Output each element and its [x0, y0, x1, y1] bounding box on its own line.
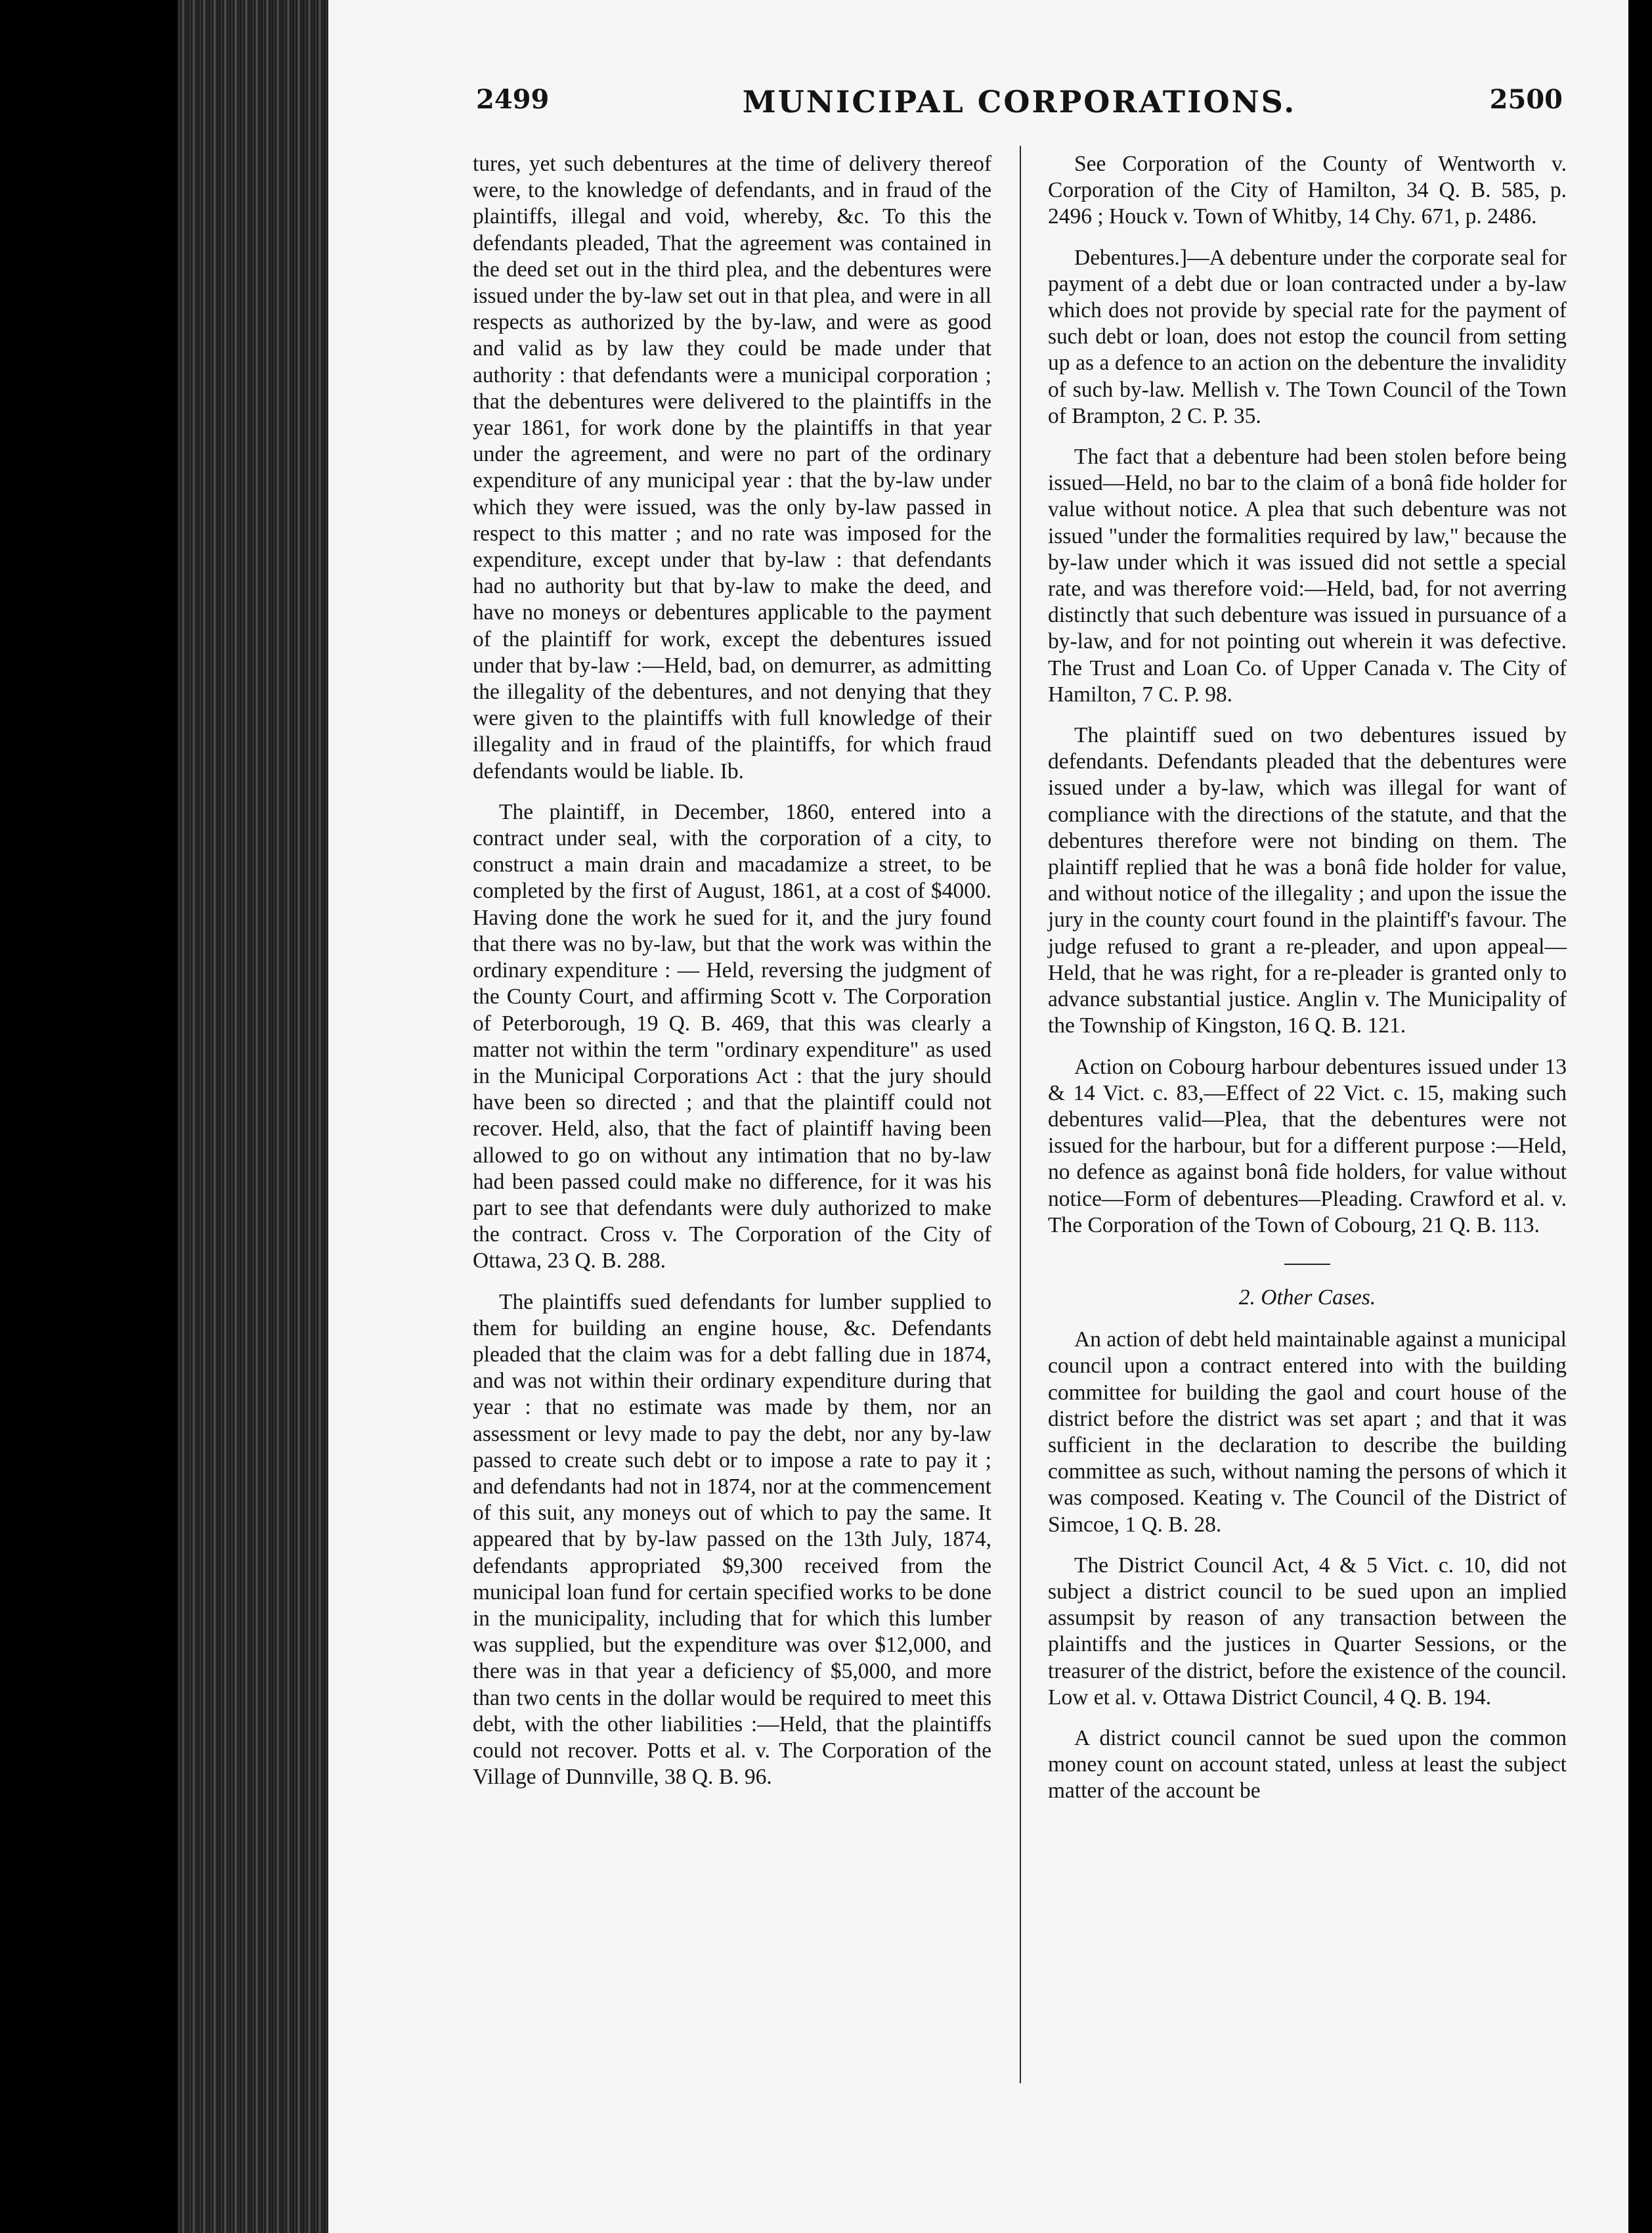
- paragraph: Debentures.]—A debenture under the corporate seal for payment of a debt due or loan contracted under a by-law which does not provide by special rate for the payment of such debt or loan, does not estop the council from setting up as a defence to an action on the debenture the invalidity of such by-law. Mellish v. The Town Council of the Town of Brampton, 2 C. P. 35.: [1048, 245, 1567, 428]
- paragraph: The fact that a debenture had been stolen before being issued—Held, no bar to the claim of a bonâ fide holder for value without notice. A plea that such debenture was not issued "under the formalities required by law," because the by-law under which it was issued did not settle a special rate, and was therefore void:—Held, bad, for not averring distinctly that such debenture was issued in pursuance of a by-law, and for not pointing out wherein it was defective. The Trust and Loan Co. of Upper Canada v. The City of Hamilton, 7 C. P. 98.: [1048, 445, 1567, 707]
- see-also-reference: See Corporation of the County of Wentworth v. Corporation of the City of Hamilton, 34 Q. B. 585, p. 2496 ; Houck v. Town of Whitby, 14 Chy. 671, p. 2486.: [1048, 152, 1567, 229]
- left-page-number: 2499: [476, 84, 550, 115]
- paragraph: The plaintiffs sued defendants for lumber supplied to them for building an engine house, &c. Defendants pleaded that the claim was for a debt falling due in 1874, and was not within their ordinary expenditure during that year : that no estimate was made by them, nor an assessment or levy made to pay the debt, nor any by-law passed to create such debt or to impose a rate to pay it ; and defendants had not in 1874, nor at the commencement of this suit, any moneys out of which to pay the same. It appeared that by by-law passed on the 13th July, 1874, defendants appropriated $9,300 received from the municipal loan fund for certain specified works to be done in the municipality, including that for which this lumber was supplied, but the expenditure was over $12,000, and there was in that year a deficiency of $5,000, and more than two cents in the dollar would be required to meet this debt, with the other liabilities :—Held, that the plaintiffs could not recover. Potts et al. v. The Corporation of the Village of Dunnville, 38 Q. B. 96.: [473, 1289, 991, 1790]
- book-spine: [177, 0, 341, 2233]
- page-title: MUNICIPAL CORPORATIONS.: [742, 84, 1297, 120]
- column-divider: [1020, 146, 1021, 2083]
- section-subheading: 2. Other Cases.: [1238, 1285, 1376, 1310]
- paragraph: Action on Cobourg harbour debentures issued under 13 & 14 Vict. c. 83,—Effect of 22 Vict. c. 15, making such debentures valid—Plea, that the debentures were not issued for the harbour, but for a different purpose :—Held, no defence as against bonâ fide holders, for value without notice—Form of debentures—Pleading. Crawford et al. v. The Corporation of the Town of Cobourg, 21 Q. B. 113.: [1048, 1054, 1567, 1237]
- paragraph: The plaintiff, in December, 1860, entered into a contract under seal, with the corporation of a city, to construct a main drain and macadamize a street, to be completed by the first of August, 1861, at a cost of $4000. Having done the work he sued for it, and the jury found that there was no by-law, but that the work was within the ordinary expenditure : — Held, reversing the judgment of the County Court, and affirming Scott v. The Corporation of Peterborough, 19 Q. B. 469, that this was clearly a matter not within the term "ordinary expenditure" as used in the Municipal Corporations Act : that the jury should have been so directed ; and that the plaintiff could not recover. Held, also, that the fact of plaintiff having been allowed to go on without any intimation that no by-law had been passed could make no difference, for it was his part to see that defendants were duly authorized to make the contract. Cross v. The Corporation of the City of Ottawa, 23 Q. B. 288.: [473, 799, 991, 1273]
- right-column: [1048, 151, 1567, 1819]
- right-page-number: 2500: [1489, 84, 1563, 115]
- book-page: [328, 0, 1628, 2233]
- paragraph: An action of debt held maintainable against a municipal council upon a contract entered into with the building committee for building the gaol and court house of the district before the district was set apart ; and that it was sufficient in the declaration to describe the building committee as such, without naming the persons of which it was composed. Keating v. The Council of the District of Simcoe, 1 Q. B. 28.: [1048, 1327, 1567, 1537]
- paragraph: The plaintiff sued on two debentures issued by defendants. Defendants pleaded that the debentures were issued under a by-law, which was illegal for want of compliance with the directions of the statute, and that the debentures therefore were not binding on them. The plaintiff replied that he was a bonâ fide holder for value, and without notice of the illegality ; and upon the issue the jury in the county court found in the plaintiff's favour. The judge refused to grant a re-pleader, and upon appeal—Held, that he was right, for a re-pleader is granted only to advance substantial justice. Anglin v. The Municipality of the Township of Kingston, 16 Q. B. 121.: [1048, 723, 1567, 1038]
- section-separator: [1284, 1264, 1330, 1265]
- paragraph: A district council cannot be sued upon the common money count on account stated, unless at least the subject matter of the account be: [1048, 1725, 1567, 1803]
- scan-border: [1628, 0, 1652, 2233]
- paragraph-continued: tures, yet such debentures at the time of delivery thereof were, to the knowledge of defendants, and in fraud of the plaintiffs, illegal and void, whereby, &c. To this the defendants pleaded, That the agreement was contained in the deed set out in the third plea, and the debentures were issued under the by-law set out in that plea, and were in all respects as authorized by the by-law, and were as good and valid as by law they could be made under that authority : that defendants were a municipal corporation ; that the debentures were delivered to the plaintiffs in the year 1861, for work done by the plaintiffs in that year under the agreement, and were no part of the ordinary expenditure of any municipal year : that the by-law under which they were issued, was the only by-law passed in respect to this matter ; and no rate was imposed for the expenditure, except under that by-law : that defendants had no authority but that by-law to make the deed, and have no moneys or debentures applicable to the payment of the plaintiff for work, except the debentures issued under that by-law :—Held, bad, on demurrer, as admitting the illegality of the debentures, and not denying that they were given to the plaintiffs with full knowledge of their illegality and in fraud of the plaintiffs, for which fraud defendants would be liable. Ib.: [473, 152, 991, 784]
- paragraph: The District Council Act, 4 & 5 Vict. c. 10, did not subject a district council to be sued upon an implied assumpsit by reason of any transaction between the plaintiffs and the justices in Quarter Sessions, or the treasurer of the district, before the existence of the council. Low et al. v. Ottawa District Council, 4 Q. B. 194.: [1048, 1553, 1567, 1710]
- running-header: [476, 84, 1563, 137]
- left-column: [473, 151, 991, 1805]
